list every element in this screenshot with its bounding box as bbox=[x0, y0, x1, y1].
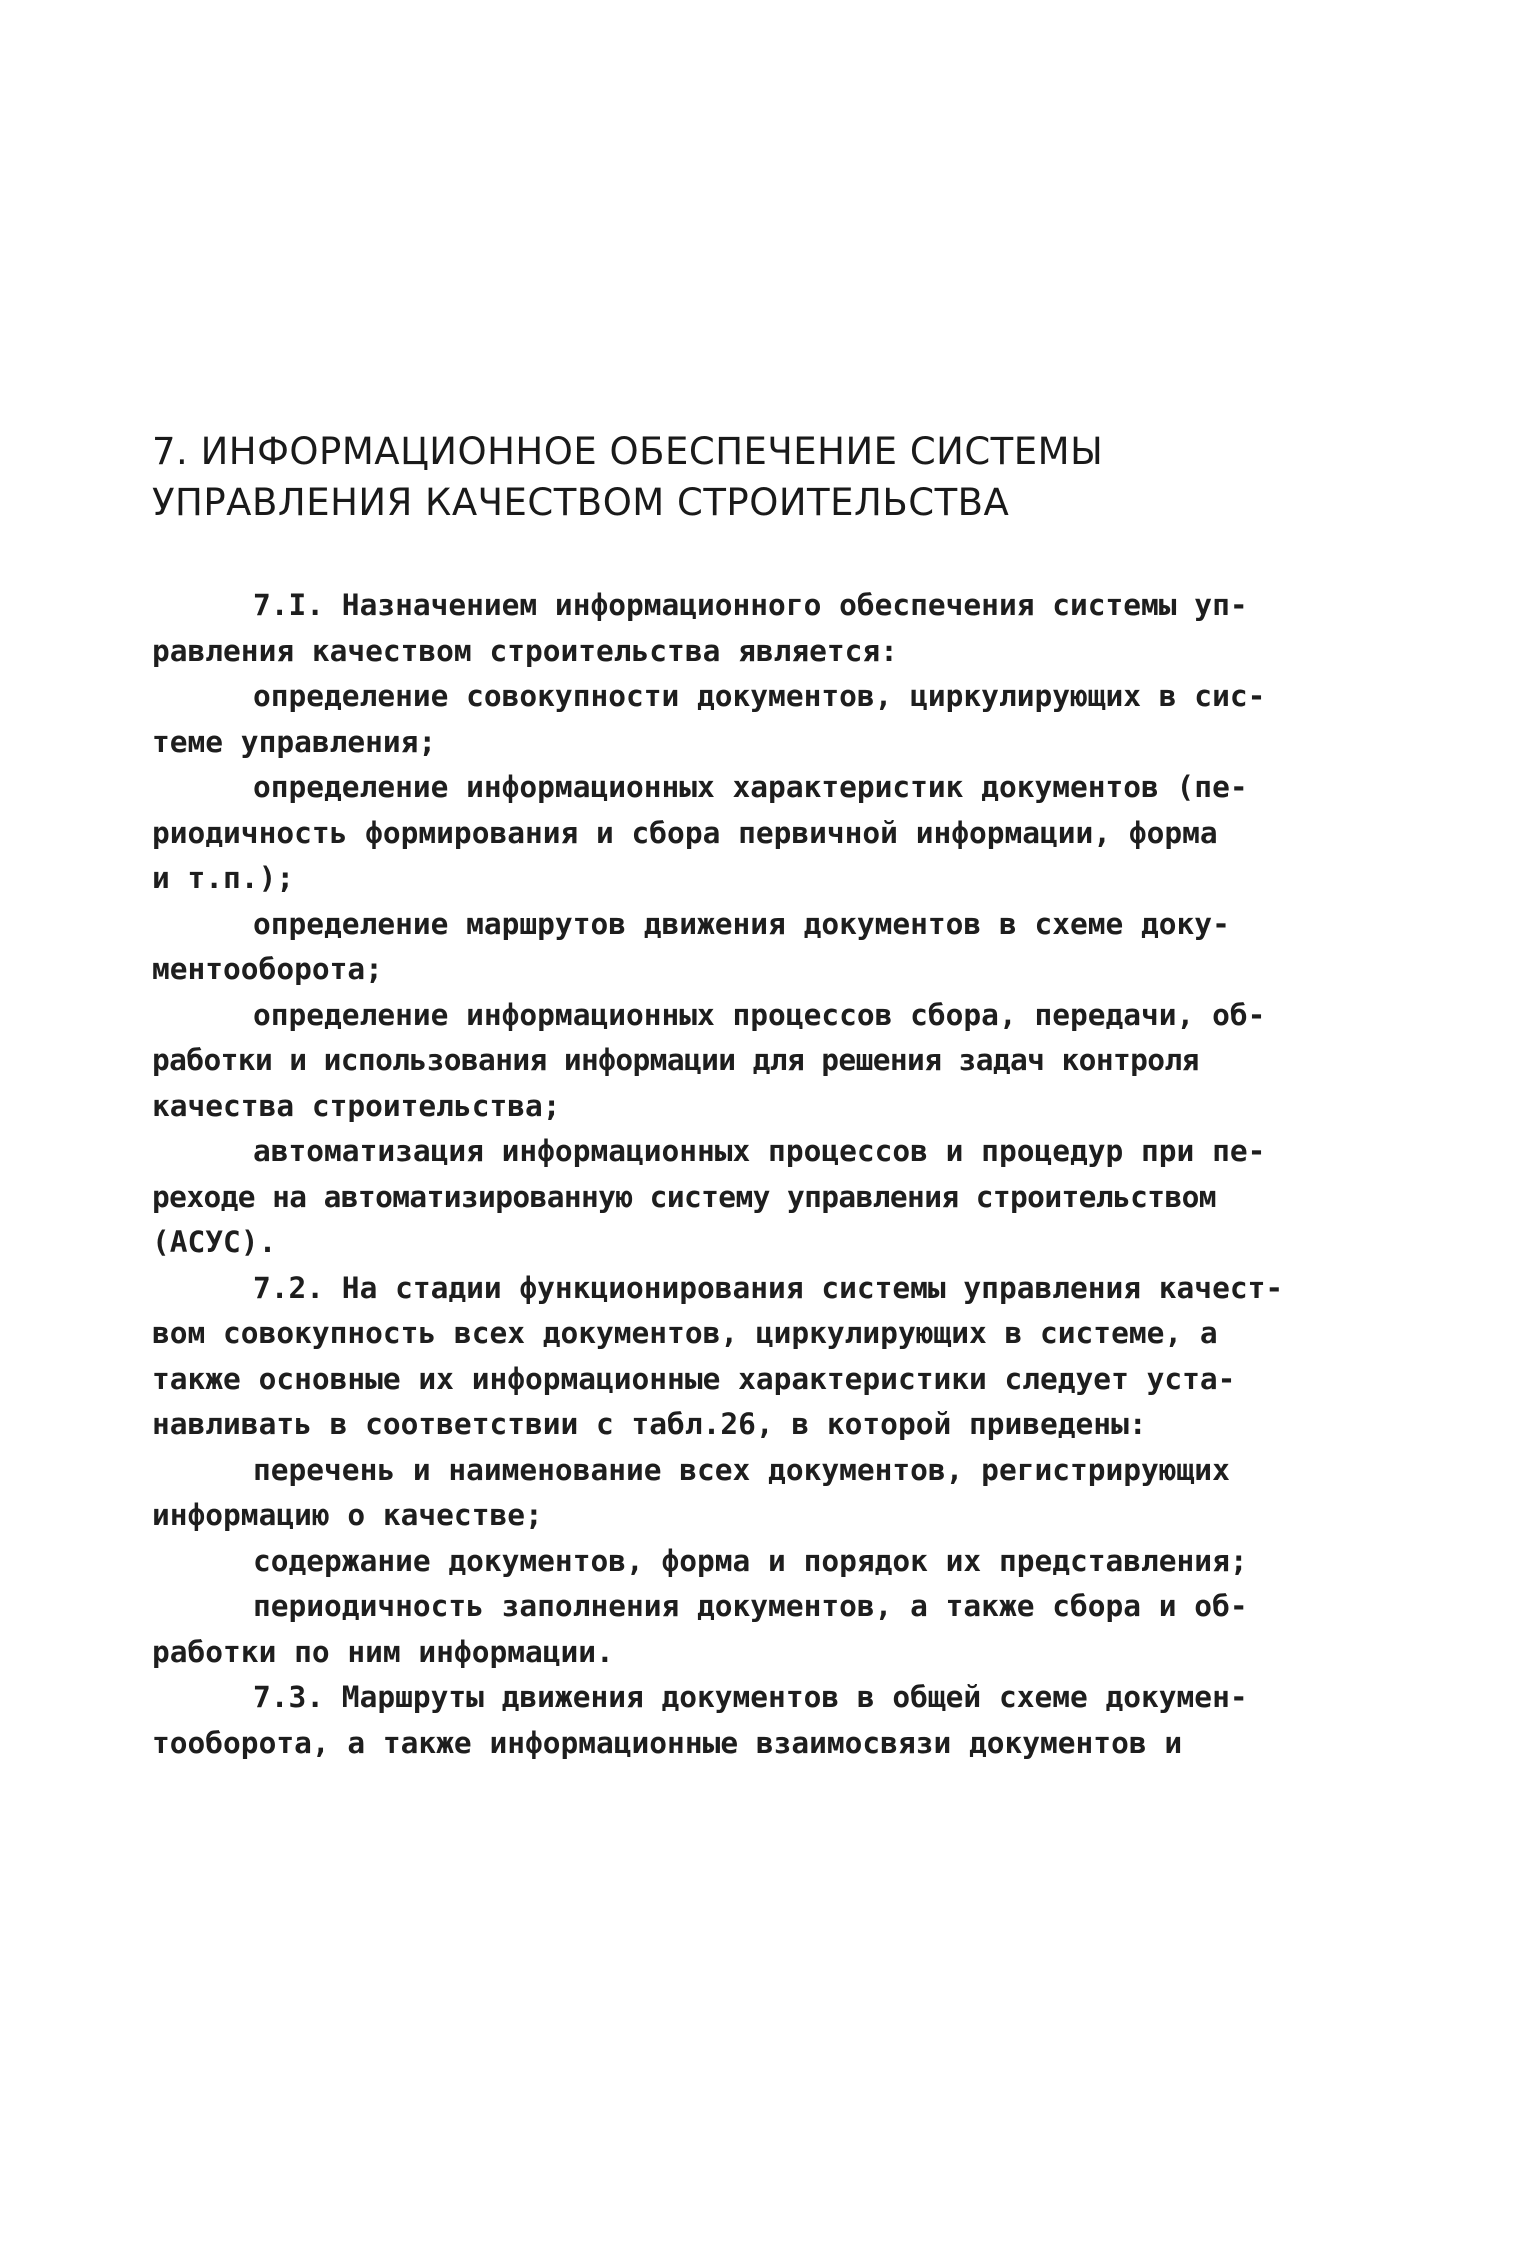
list-item-line: перечень и наименование всех документов, регистрирующих bbox=[253, 1452, 1230, 1487]
section-heading bbox=[152, 426, 1352, 528]
list-item-line: информацию о качестве; bbox=[152, 1498, 543, 1532]
list-item-line: реходе на автоматизированную систему управления строительством bbox=[152, 1179, 1216, 1214]
paragraph-7-2-line: навливать в соответствии с табл.26, в которой приведены: bbox=[152, 1407, 1147, 1441]
list-item-line: риодичность формирования и сбора первичной информации, форма bbox=[152, 815, 1218, 850]
paragraph-7-2-line: вом совокупность всех документов, циркулирующих в системе, а bbox=[152, 1316, 1218, 1350]
paragraph-7-1-line: равления качеством строительства является: bbox=[152, 633, 898, 668]
section-heading-line-2: УПРАВЛЕНИЯ КАЧЕСТВОМ СТРОИТЕЛЬСТВА bbox=[152, 481, 1010, 524]
list-item-line: определение маршрутов движения документов в схеме доку- bbox=[253, 906, 1230, 941]
list-item-line: автоматизация информационных процессов и процедур при пе- bbox=[253, 1134, 1266, 1168]
list-item-line: определение информационных процессов сбора, передачи, об- bbox=[253, 997, 1266, 1032]
list-item-line: определение информационных характеристик документов (пе- bbox=[253, 770, 1248, 804]
list-item-line: содержание документов, форма и порядок их представления; bbox=[253, 1543, 1248, 1578]
section-heading-line-1: 7. ИНФОРМАЦИОННОЕ ОБЕСПЕЧЕНИЕ СИСТЕМЫ bbox=[152, 430, 1104, 473]
paragraph-7-2-line: также основные их информационные характеристики следует уста- bbox=[152, 1361, 1236, 1396]
paragraph-7-3-line: тооборота, а также информационные взаимосвязи документов и bbox=[152, 1725, 1183, 1760]
paragraph-7-3-line: 7.3. Маршруты движения документов в общей схеме докумен- bbox=[253, 1680, 1248, 1714]
section-body bbox=[152, 583, 1402, 1766]
paragraph-7-1-line: 7.I. Назначением информационного обеспечения системы уп- bbox=[253, 588, 1248, 622]
list-item-line: работки и использования информации для решения задач контроля bbox=[152, 1043, 1199, 1077]
list-item-line: определение совокупности документов, циркулирующих в сис- bbox=[253, 679, 1266, 713]
list-item-line: теме управления; bbox=[152, 724, 437, 759]
paragraph-7-2-line: 7.2. На стадии функционирования системы управления качест- bbox=[253, 1270, 1284, 1305]
list-item-line: и т.п.); bbox=[152, 861, 295, 895]
list-item-line: работки по ним информации. bbox=[152, 1634, 614, 1669]
list-item-line: (АСУС). bbox=[152, 1225, 277, 1259]
list-item-line: ментооборота; bbox=[152, 952, 383, 986]
list-item-line: периодичность заполнения документов, а также сбора и об- bbox=[253, 1589, 1248, 1623]
list-item-line: качества строительства; bbox=[152, 1088, 561, 1123]
